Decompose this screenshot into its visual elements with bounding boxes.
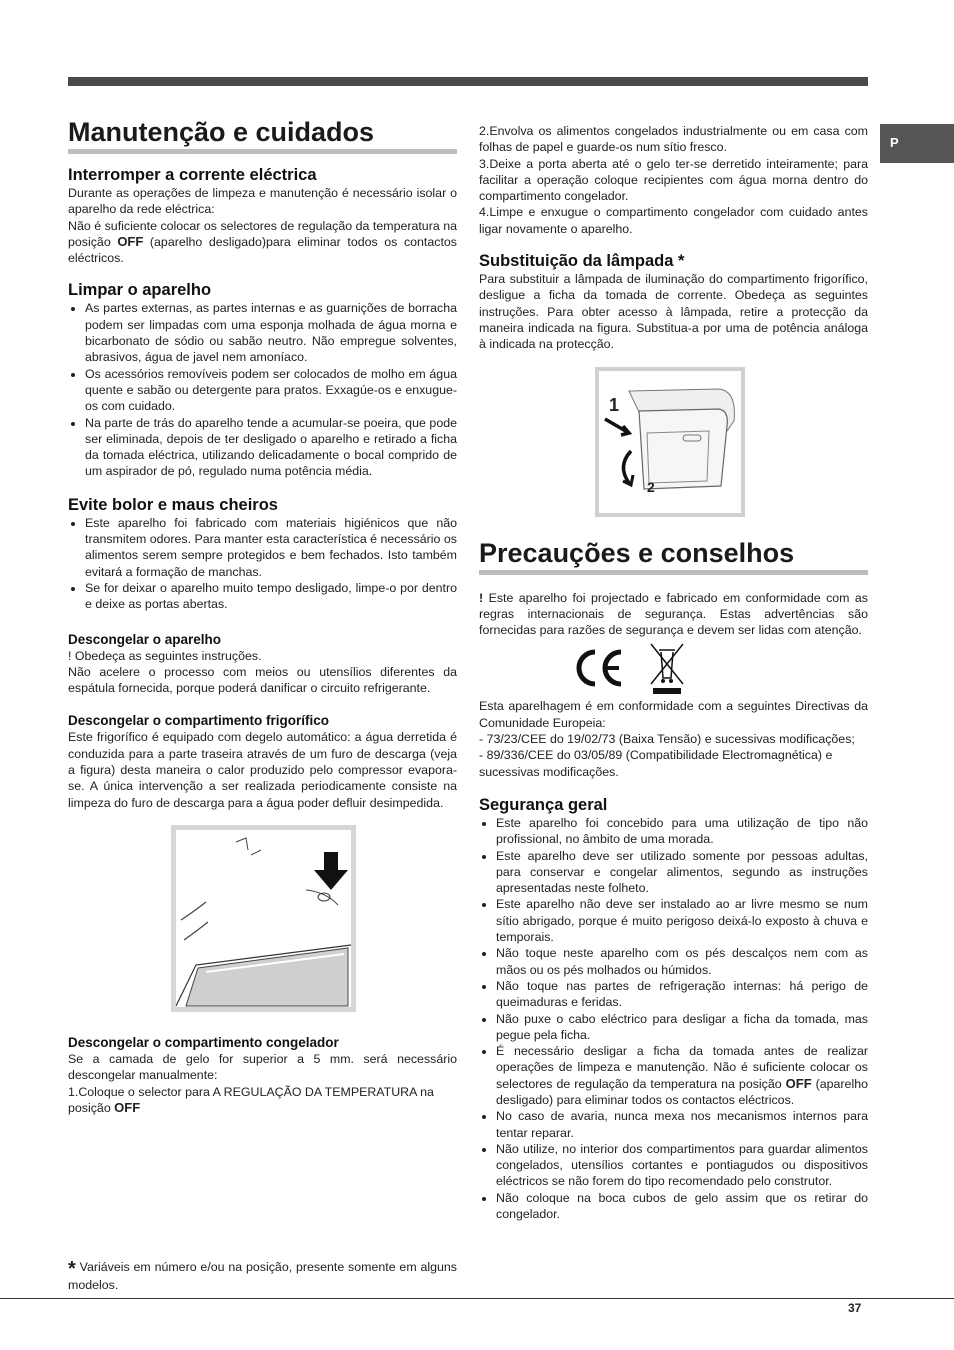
list-item: • Os acessórios removíveis podem ser colocados de molho em água quente e sabão ou detergente para pratos. Exxagúe-os e enxugue-os com cuidado.: [85, 366, 457, 415]
mould-list: [68, 515, 457, 613]
list-item: • Este aparelho foi concebido para uma utilização de tipo não profissional, no âmbito de uma morada.: [496, 815, 868, 848]
section-heading-lamp: Substituição da lâmpada *: [479, 252, 685, 271]
certification-marks: [567, 642, 868, 696]
arrow-down-icon: [314, 852, 348, 890]
precautions-title: Precauções e conselhos: [479, 537, 868, 575]
list-item: • É necessário desligar a ficha da tomada antes de realizar operações de limpeza e manutenção. Não é suficiente colocar os selectores de regulação da temperatura na posição OFF (aparelho desligado) para eliminar todos os contactos eléctricos.: [496, 1043, 868, 1108]
off-label: OFF: [785, 1075, 812, 1091]
clean-list: [68, 300, 457, 479]
list-item: • Este aparelho foi fabricado com materiais higiénicos que não transmitem odores. Para manter esta característica é necessário os alimentos serem sempre protegidos e bem fechados. Isto também evitará a formação de manchas.: [85, 515, 457, 580]
off-label: OFF: [114, 1099, 141, 1115]
list-item: • Não utilize, no interior dos compartimentos para guardar alimentos congelados, utensílios cortantes e pontiagudos ou dispositivos eléctricos se não forem do tipo recomendado pelo construtor.: [496, 1141, 868, 1190]
defrost-paragraph-1: ! Obedeça as seguintes instruções.: [68, 648, 262, 663]
list-item: • Na parte de trás do aparelho tende a acumular-se poeira, que pode ser eliminada, depois de ter desligado o aparelho e retirado a ficha da tomada eléctrica, utilizando delicadamente o bocal comprido de um aspirador de pó, regulado numa potência média.: [85, 415, 457, 480]
list-item: • Não toque neste aparelho com os pés descalços nem com as mãos ou os pés molhados ou húmidos.: [496, 945, 868, 978]
list-item: • No caso de avaria, nunca mexa nos mecanismos internos para tentar reparar.: [496, 1108, 868, 1141]
lamp-cover-illustration: [599, 371, 741, 513]
list-item: • Não coloque na boca cubos de gelo assim que os retirar do congelador.: [496, 1190, 868, 1223]
list-item: • As partes externas, as partes internas e as guarnições de borracha podem ser limpadas com uma esponja molhada de água morna e bicarbonato de sódio ou sabão neutro. Não empregue solventes, abrasivos, água de javel nem amoníaco.: [85, 300, 457, 365]
section-heading-power: Interromper a corrente eléctrica: [68, 166, 317, 184]
maintenance-title: Manutenção e cuidados: [68, 116, 457, 154]
arrow-2-icon: [623, 451, 631, 483]
section-heading-clean: Limpar o aparelho: [68, 281, 212, 300]
footnote: [68, 1259, 457, 1293]
directive-emc: - 89/336/CEE do 03/05/89 (Compatibilidade Electromagnética) e sucessivas modificações.: [479, 748, 833, 779]
language-tab: P: [880, 124, 954, 163]
ce-mark-icon: [567, 642, 687, 696]
right-column: [479, 123, 868, 1222]
drain-hole-figure: [171, 825, 356, 1012]
drain-hole-illustration: [176, 830, 351, 1007]
list-item: • Não puxe o cabo eléctrico para desligar a ficha da tomada, mas pegue pela ficha.: [496, 1011, 868, 1044]
defrost-step-2: 2.Envolva os alimentos congelados industrialmente ou em casa com folhas de papel e guarde-os num sítio fresco.: [479, 124, 868, 155]
directives-paragraph: Esta aparelhagem é em conformidade com a seguintes Directivas da Comunidade Europeia:: [479, 699, 868, 730]
figure-label-2: 2: [647, 478, 655, 495]
left-column: [68, 116, 457, 1116]
section-heading-defrost: Descongelar o aparelho: [68, 631, 222, 647]
off-label: OFF: [117, 233, 144, 249]
list-item: • Não toque nas partes de refrigeração internas: há perigo de queimaduras e feridas.: [496, 978, 868, 1011]
lamp-paragraph: Para substituir a lâmpada de iluminação do compartimento frigorífico, desligue a ficha da tomada de corrente. Obedeça as seguintes instruções. Para obter acesso à lâmpada, retire a protecção da maneira indicada na figura. Substitua-a por uma de potência análoga à indicada na protecção.: [479, 272, 868, 352]
fridge-defrost-paragraph: Este frigorífico é equipado com degelo automático: a água derretida é conduzida para a parte traseira através de um furo de descarga (veja a figura) desta maneira o calor produzido pelo compressor evapora-se. A única intervenção a ser realizada periodicamente consiste na limpeza do furo de descarga para a água poder defluir desimpedida.: [68, 730, 457, 810]
defrost-paragraph-2: Não acelere o processo com meios ou utensílios diferentes da espátula fornecida, porque poderá danificar o circuito refrigerante.: [68, 664, 457, 696]
freezer-defrost-paragraph-2: 1.Coloque o selector para A REGULAÇÃO DA TEMPERATURA na posição OFF: [68, 1084, 434, 1115]
footnote-asterisk: *: [68, 1258, 76, 1280]
page-number: 37: [848, 1301, 862, 1315]
figure-label-1: 1: [609, 394, 620, 415]
footnote-text: Variáveis em número e/ou na posição, presente somente em alguns modelos.: [68, 1260, 457, 1292]
top-rule: [68, 77, 868, 86]
list-item: • Este aparelho deve ser utilizado somente por pessoas adultas, para conservar e congelar alimentos, segundo as instruções apresentadas neste folheto.: [496, 848, 868, 897]
defrost-step-3: 3.Deixe a porta aberta até o gelo ter-se derretido inteiramente; para facilitar a operação coloque recipientes com água morna dentro do compartimento congelador.: [479, 156, 868, 204]
safety-list: [479, 815, 868, 1222]
section-heading-safety: Segurança geral: [479, 795, 608, 814]
freezer-defrost-paragraph-1: Se a camada de gelo for superior a 5 mm. será necessário descongelar manualmente:: [68, 1051, 457, 1083]
power-paragraph-2: Não é suficiente colocar os selectores de regulação da temperatura na posição OFF (aparelho desligado)para eliminar todos os contactos eléctricos.: [68, 218, 457, 266]
section-heading-mould: Evite bolor e maus cheiros: [68, 495, 278, 514]
weee-bin-icon: [651, 644, 683, 694]
list-item: • Este aparelho não deve ser instalado ao ar livre mesmo se num sítio abrigado, porque é muito perigoso deixá-lo exposto à chuva e temporais.: [496, 896, 868, 945]
lamp-figure: [595, 367, 745, 517]
directive-low-voltage: - 73/23/CEE do 19/02/73 (Baixa Tensão) e sucessivas modificações;: [479, 732, 855, 747]
bottom-rule: [0, 1298, 954, 1299]
arrow-1-icon: [605, 419, 629, 435]
defrost-step-4: 4.Limpe e enxugue o compartimento congelador com cuidado antes ligar novamente o aparelho.: [479, 205, 868, 236]
precautions-intro: ! Este aparelho foi projectado e fabricado em conformidade com as regras internacionais de segurança. Estas advertências são fornecidas para razões de segurança e devem ser lidas com atenção.: [479, 590, 868, 638]
list-item: • Se for deixar o aparelho muito tempo desligado, limpe-o por dentro e deixe as portas abertas.: [85, 580, 457, 613]
power-paragraph-1: Durante as operações de limpeza e manutenção é necessário isolar o aparelho da rede eléctrica:: [68, 186, 457, 217]
section-heading-freezer-defrost: Descongelar o compartimento congelador: [68, 1034, 339, 1050]
section-heading-fridge-defrost: Descongelar o compartimento frigorífico: [68, 713, 330, 729]
